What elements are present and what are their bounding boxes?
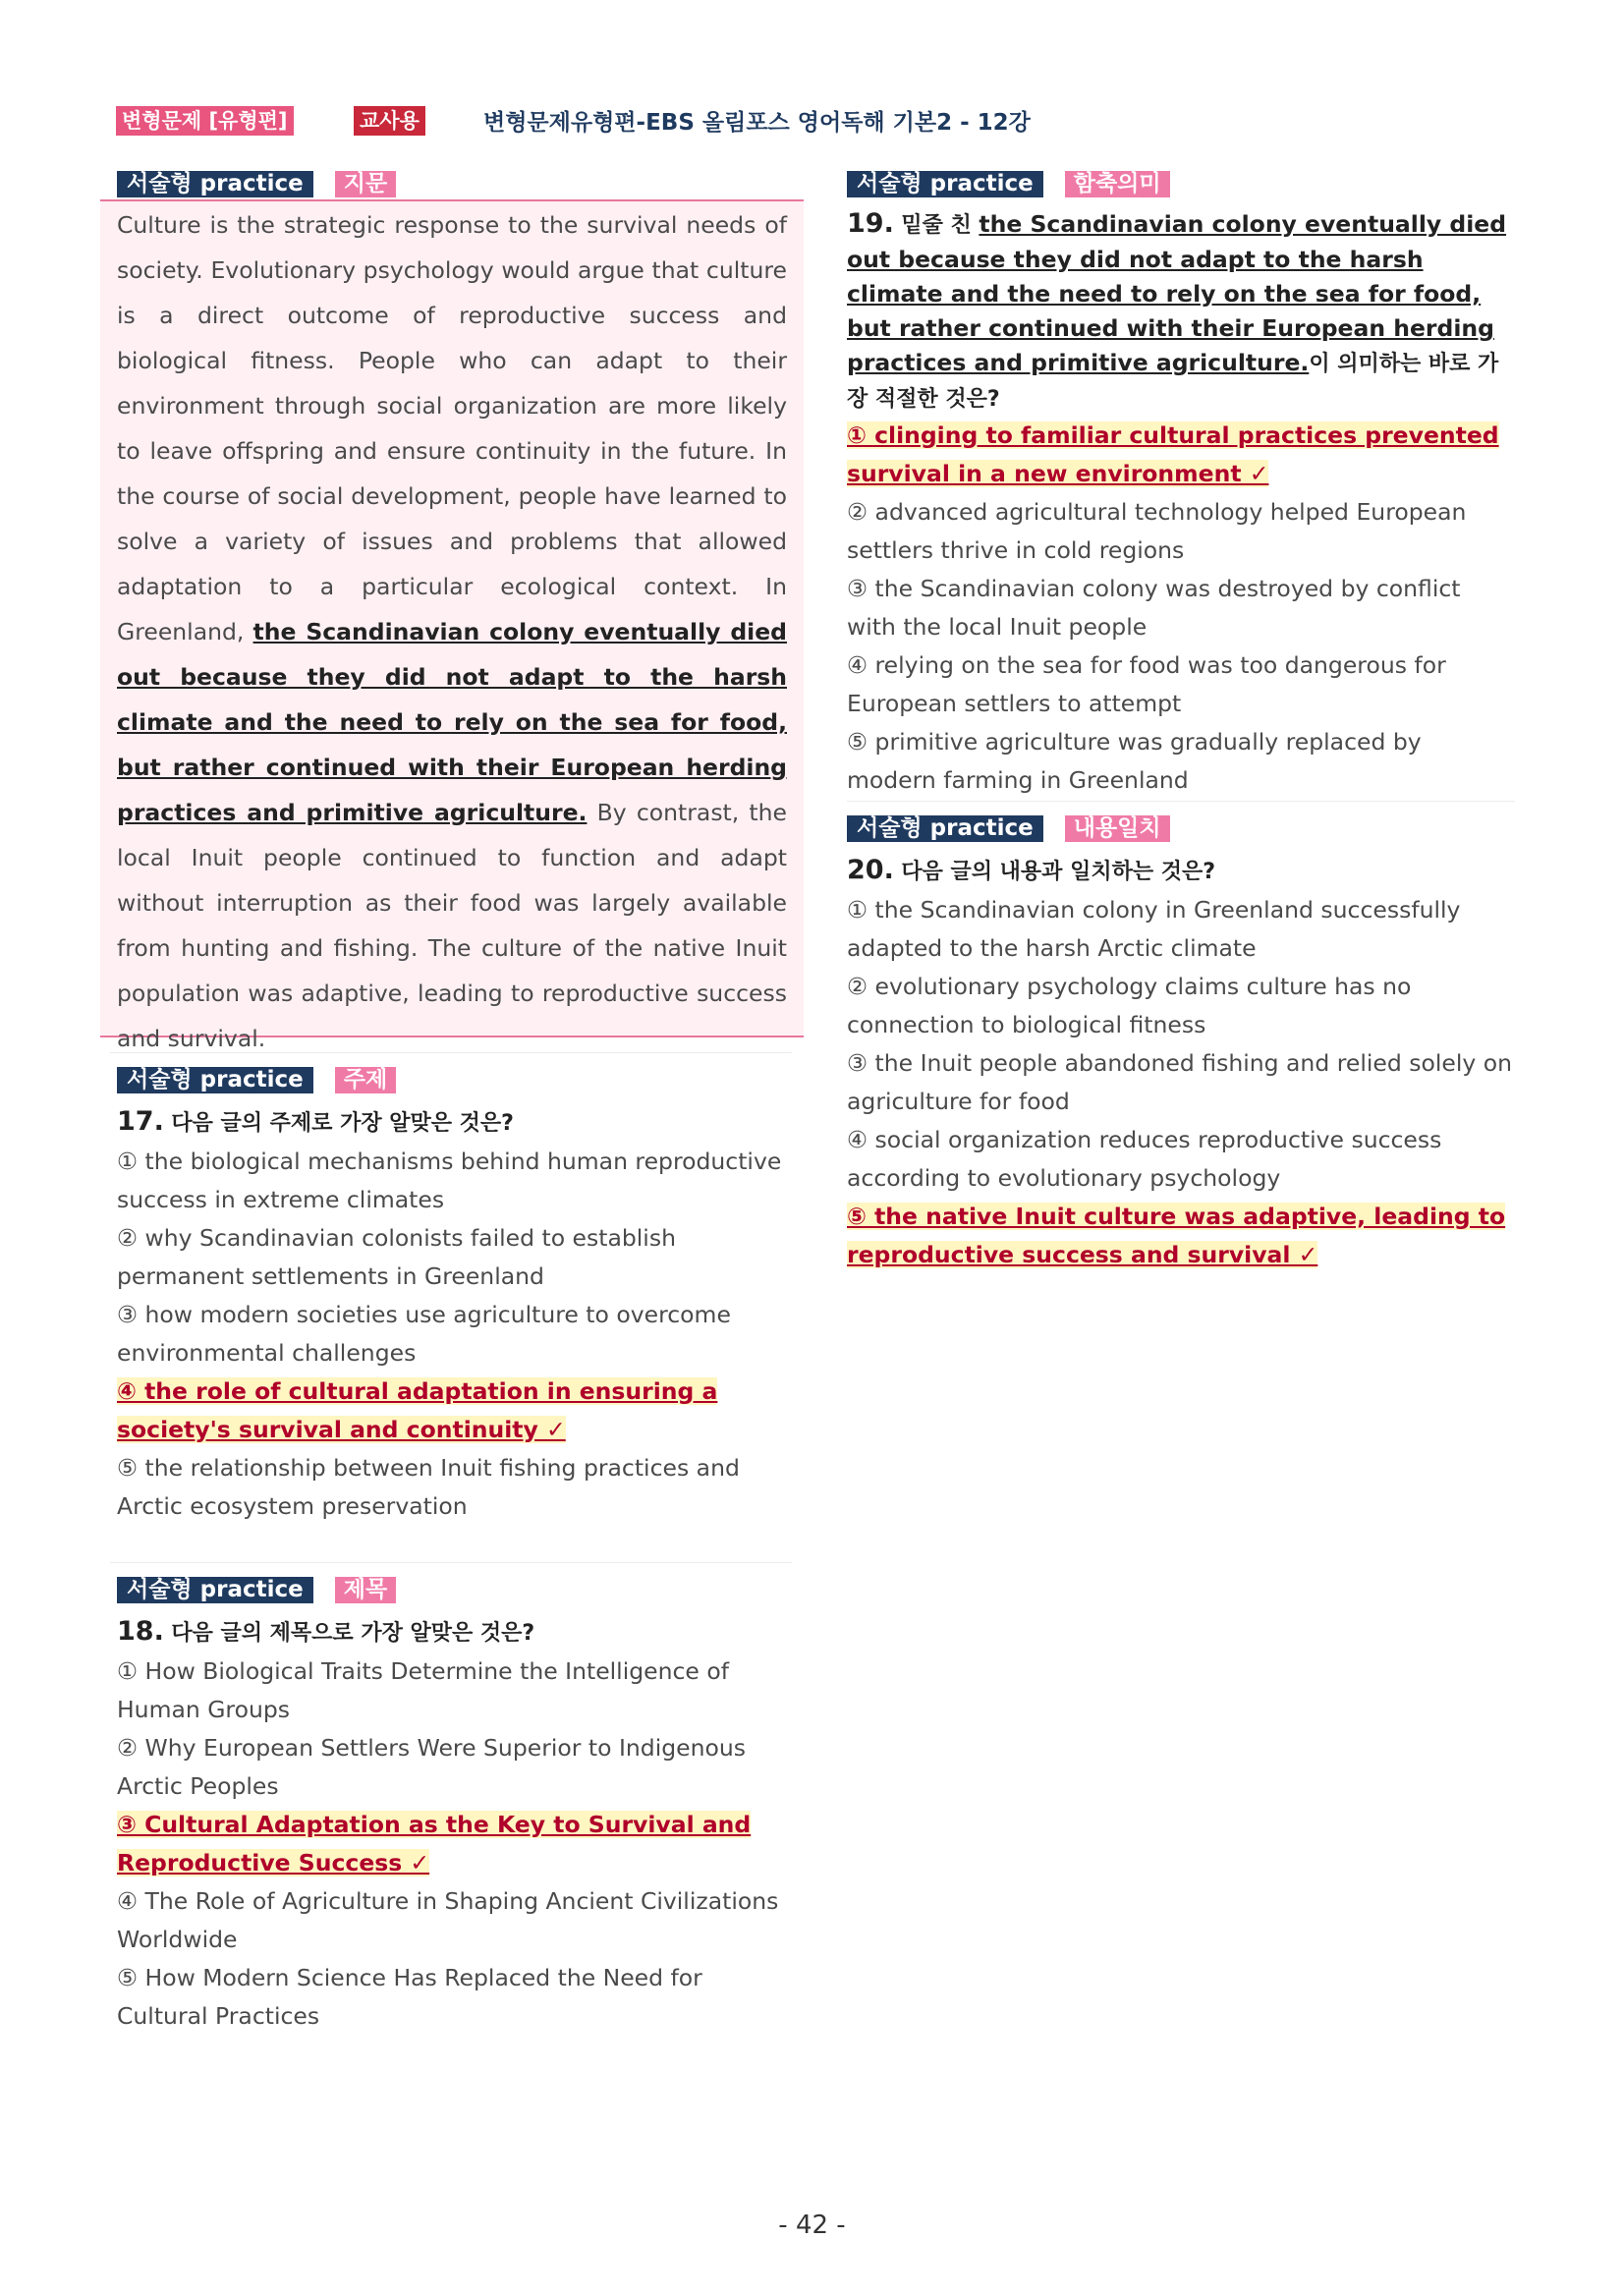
option-5-answer [847, 1198, 1515, 1274]
option-2: ② advanced agricultural technology helped European settlers thrive in cold regions [847, 498, 1467, 564]
question-number: 18. [117, 1616, 164, 1647]
question-19 [847, 206, 1515, 800]
option-4: ④ relying on the sea for food was too dangerous for European settlers to attempt [847, 651, 1446, 717]
option-1-answer [847, 417, 1515, 493]
option-1: ① How Biological Traits Determine the Intelligence of Human Groups [117, 1657, 730, 1723]
question-stem [117, 1612, 785, 1652]
question-stem [117, 1102, 785, 1143]
practice-label: 서술형 practice [117, 171, 313, 197]
header-tag-variant: 변형문제 [유형편] [116, 106, 294, 136]
option-1: ① the biological mechanisms behind human reproductive success in extreme climates [117, 1148, 782, 1213]
q20-section-tag [847, 815, 1170, 842]
page-number: - 42 - [778, 2211, 846, 2240]
practice-label: 서술형 practice [847, 171, 1043, 197]
q18-section-tag [117, 1577, 396, 1603]
option-3-answer [117, 1806, 785, 1882]
q19-section-tag [847, 171, 1170, 197]
answer-text: ④ the role of cultural adaptation in ensuring a society's survival and continuity ✓ [117, 1377, 718, 1443]
type-label: 주제 [335, 1067, 396, 1093]
option-2: ② why Scandinavian colonists failed to establish permanent settlements in Greenland [117, 1224, 676, 1290]
question-text: 다음 글의 주제로 가장 알맞은 것은? [171, 1111, 514, 1136]
question-underlined-text: the Scandinavian colony eventually died out because they did not adapt to the harsh climate and the need to rely on the sea for food, but rather continued with their European herding practices and primitive agriculture. [847, 210, 1507, 376]
question-text-post: 이 의미하는 바로 가장 적절한 것은? [847, 352, 1499, 412]
answer-text: ③ Cultural Adaptation as the Key to Survival and Reproductive Success ✓ [117, 1811, 752, 1876]
practice-label: 서술형 practice [117, 1577, 313, 1603]
option-3: ③ the Scandinavian colony was destroyed by conflict with the local Inuit people [847, 575, 1461, 641]
question-stem [847, 206, 1515, 417]
passage-after: By contrast, the local Inuit people continued to function and adapt without interruption as their food was largely available from hunting and fishing. The culture of the native Inuit population was adaptive, leading to reproductive success and survival. [117, 799, 787, 1052]
option-2: ② evolutionary psychology claims culture has no connection to biological fitness [847, 973, 1412, 1038]
divider [110, 1562, 792, 1563]
option-3: ③ the Inuit people abandoned fishing and relied solely on agriculture for food [847, 1049, 1513, 1115]
option-5: ⑤ How Modern Science Has Replaced the Need for Cultural Practices [117, 1964, 702, 2030]
question-number: 17. [117, 1106, 164, 1137]
passage-section-tag [117, 171, 396, 197]
divider [110, 1052, 792, 1053]
answer-text: ① clinging to familiar cultural practices prevented survival in a new environment ✓ [847, 421, 1499, 487]
header-tag-teacher: 교사용 [354, 106, 425, 136]
type-label: 제목 [335, 1577, 396, 1603]
passage-text [117, 202, 787, 1061]
answer-text: ⑤ the native Inuit culture was adaptive, leading to reproductive success and survival ✓ [847, 1203, 1506, 1268]
question-text-pre: 밑줄 친 [901, 213, 980, 238]
option-4: ④ The Role of Agriculture in Shaping Ancient Civilizations Worldwide [117, 1887, 779, 1953]
q17-section-tag [117, 1067, 396, 1093]
question-text: 다음 글의 내용과 일치하는 것은? [901, 860, 1216, 884]
question-17 [117, 1102, 785, 1526]
option-5: ⑤ the relationship between Inuit fishing practices and Arctic ecosystem preservation [117, 1454, 740, 1520]
question-number: 19. [847, 208, 894, 239]
passage-before: Culture is the strategic response to the survival needs of society. Evolutionary psychology would argue that culture is a direct outcome of reproductive success and biological fitness. People who can adapt to their environment through social organization are more likely to leave offspring and ensure continuity in the future. In the course of social development, people have learned to solve a variety of issues and problems that allowed adaptation to a particular ecological context. In Greenland, [117, 211, 787, 645]
divider [847, 801, 1515, 802]
practice-label: 서술형 practice [847, 815, 1043, 842]
question-stem [847, 851, 1515, 891]
option-5: ⑤ primitive agriculture was gradually replaced by modern farming in Greenland [847, 728, 1422, 794]
page-title: 변형문제유형편-EBS 올림포스 영어독해 기본2 - 12강 [483, 110, 1031, 136]
type-label: 지문 [335, 171, 396, 197]
option-1: ① the Scandinavian colony in Greenland successfully adapted to the harsh Arctic climate [847, 896, 1461, 962]
option-3: ③ how modern societies use agriculture to overcome environmental challenges [117, 1301, 731, 1367]
passage-underlined: the Scandinavian colony eventually died out because they did not adapt to the harsh climate and the need to rely on the sea for food, but rather continued with their European herding practices and primitive agriculture. [117, 618, 787, 826]
practice-label: 서술형 practice [117, 1067, 313, 1093]
question-number: 20. [847, 855, 894, 885]
option-2: ② Why European Settlers Were Superior to Indigenous Arctic Peoples [117, 1734, 747, 1800]
question-18 [117, 1612, 785, 2036]
type-label: 함축의미 [1065, 171, 1170, 197]
type-label: 내용일치 [1065, 815, 1170, 842]
option-4-answer [117, 1372, 785, 1449]
option-4: ④ social organization reduces reproductive success according to evolutionary psychology [847, 1126, 1442, 1192]
question-text: 다음 글의 제목으로 가장 알맞은 것은? [171, 1621, 535, 1646]
question-20 [847, 851, 1515, 1274]
